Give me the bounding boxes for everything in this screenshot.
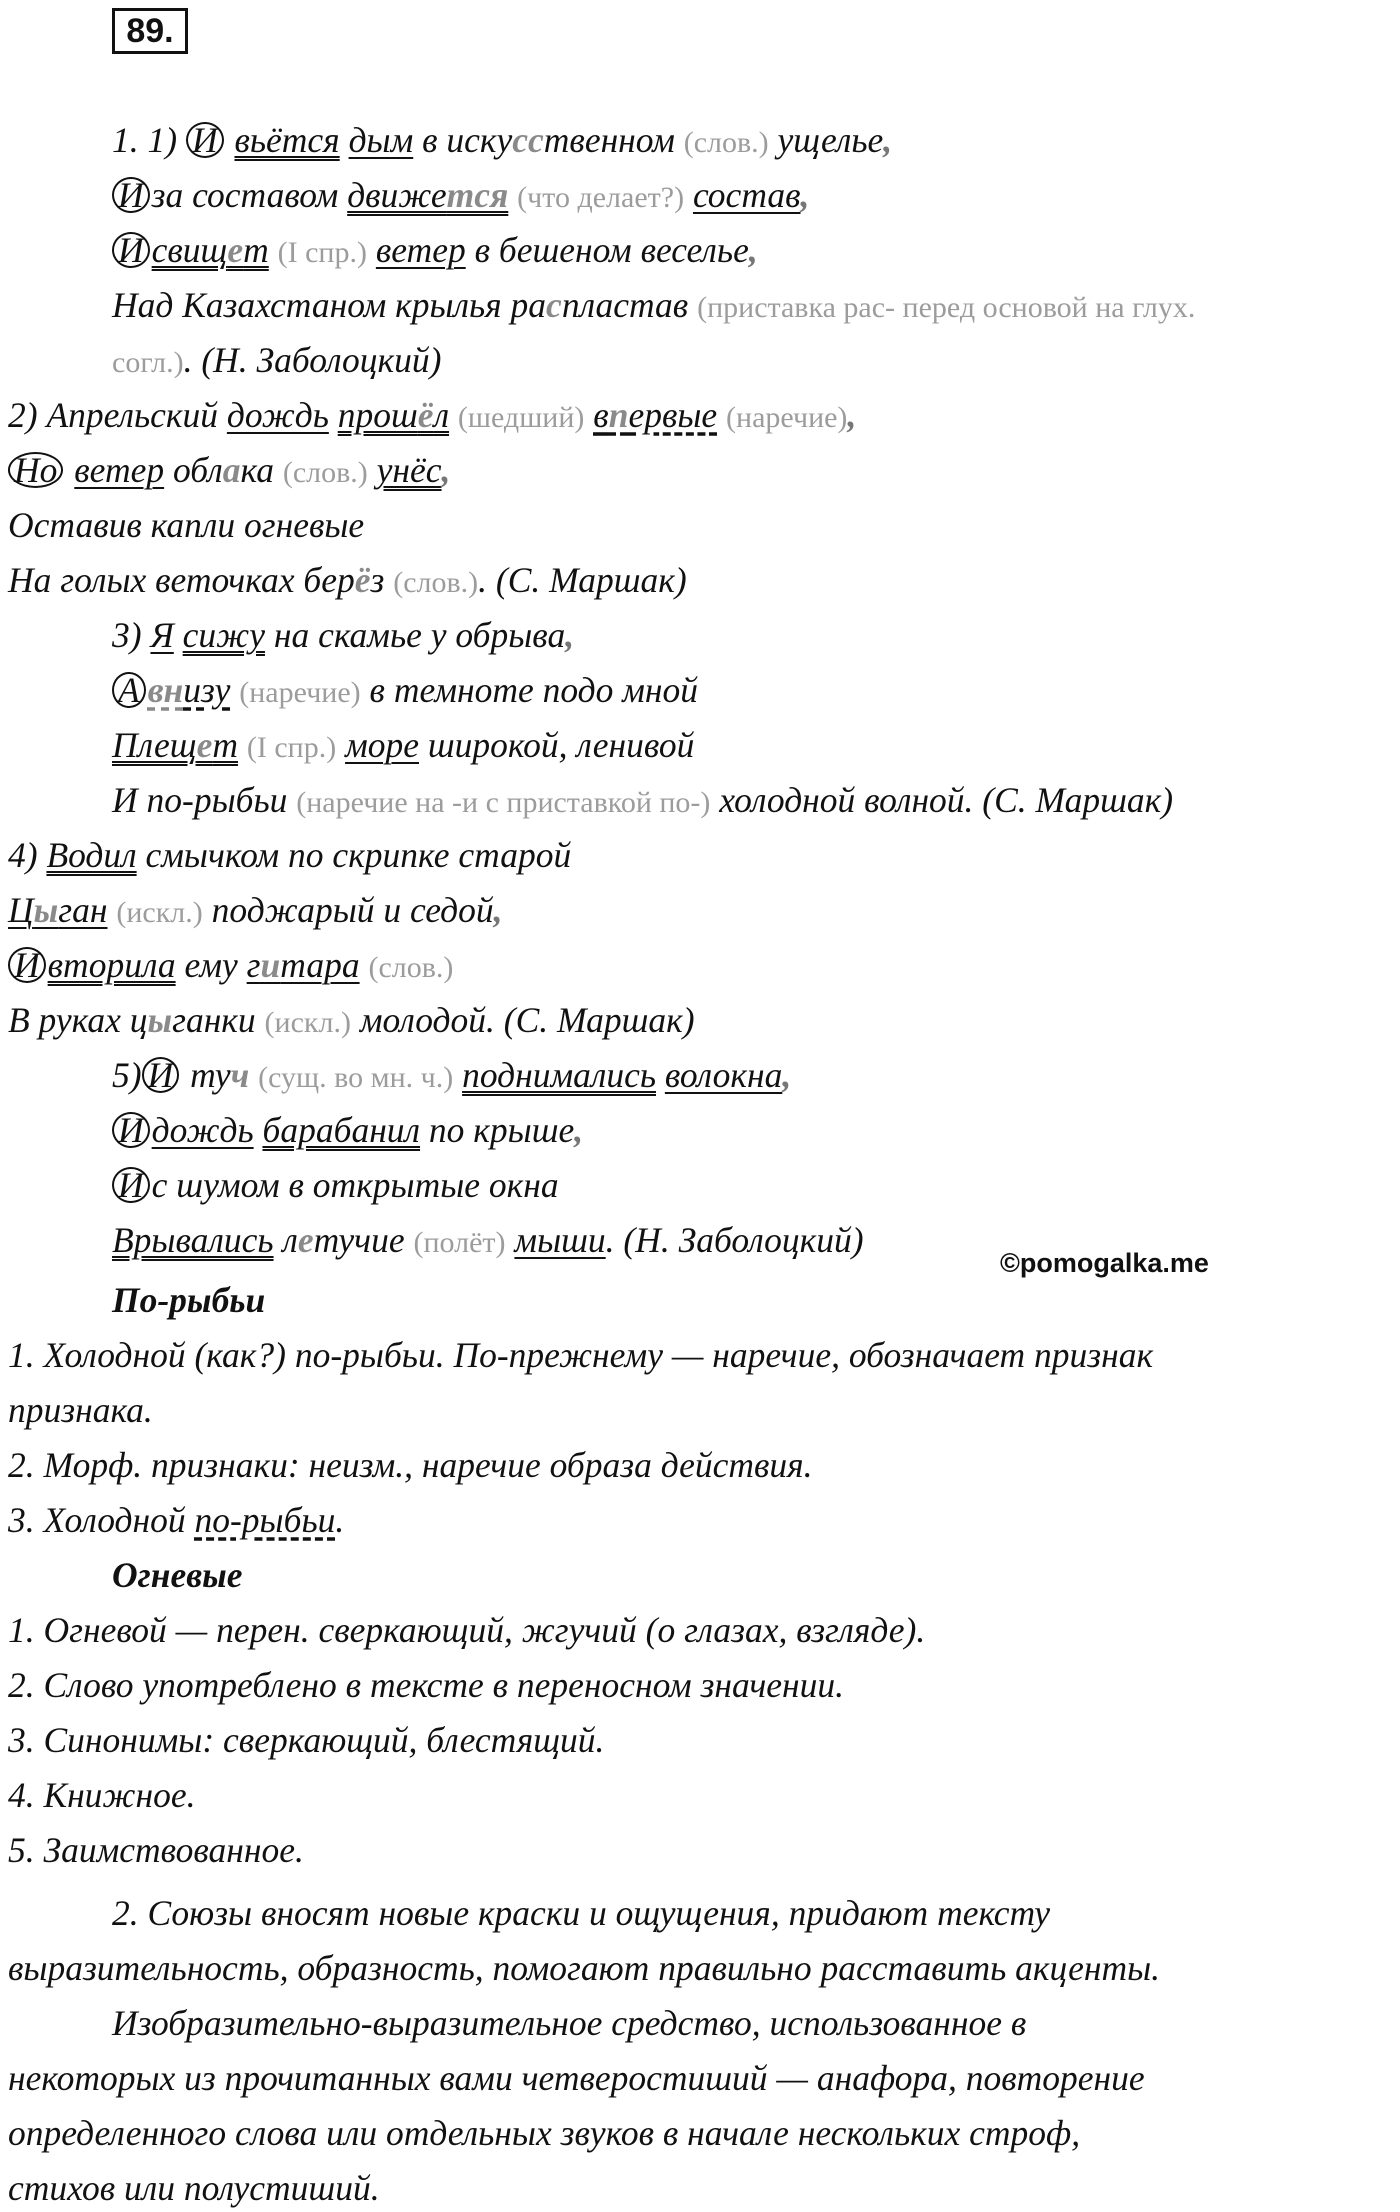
highlighted-letters: е xyxy=(196,725,213,765)
text: 3. Холодной xyxy=(8,1500,186,1540)
text: ганки xyxy=(172,1000,256,1040)
predicate xyxy=(112,725,238,765)
poem4-line2: Цыган (искл.) поджарый и седой, xyxy=(8,890,503,930)
highlighted-letters: вн xyxy=(147,670,184,710)
text: з xyxy=(370,560,385,600)
text: л xyxy=(433,395,450,435)
grammar-note: (I спр.) xyxy=(277,236,367,269)
grammar-note: (слов.) xyxy=(393,566,479,599)
text: 3) xyxy=(112,615,142,655)
conclusion-p2-line2: некоторых из прочитанных вами четверостиший — анафора, повторение xyxy=(8,2058,1145,2098)
poem2-line1: 2) Апрельский дождь прошёл (шедший) впервые (наречие), xyxy=(8,395,857,435)
author: молодой. (С. Маршак) xyxy=(359,1000,695,1040)
text: поджарый и седой xyxy=(211,890,494,930)
text: г xyxy=(246,945,261,985)
poem2-line2: Но ветер облака (слов.) унёс, xyxy=(8,446,450,497)
subject: дождь xyxy=(226,395,329,435)
text: на скамье у обрыва xyxy=(273,615,566,655)
poem5-line1: 5) И туч (сущ. во мн. ч.) поднимались волокна, xyxy=(112,1055,792,1095)
circled-conjunction: А xyxy=(112,672,146,708)
text: В руках ц xyxy=(8,1000,148,1040)
grammar-note: (искл.) xyxy=(116,896,203,929)
highlighted-letters: сс xyxy=(512,120,544,160)
poem3-line4 xyxy=(112,776,1173,827)
circled-conjunction: Но xyxy=(8,452,63,488)
poem5-line3 xyxy=(112,1161,559,1209)
text: в бешеном веселье xyxy=(474,230,749,270)
grammar-note: (приставка рас- перед основой на глух. xyxy=(697,291,1196,324)
text: ему xyxy=(184,945,238,985)
conclusion-p1-line2: выразительность, образность, помогают правильно расставить акценты. xyxy=(8,1948,1161,1988)
adverbial: по-рыбьи xyxy=(194,1500,336,1540)
grammar-note: (шедший) xyxy=(457,401,585,434)
subject: Я xyxy=(150,615,174,655)
highlighted-letters: ё xyxy=(354,560,371,600)
poem1-line5 xyxy=(112,336,441,387)
exercise-number: 89. xyxy=(112,8,188,54)
text: пластав xyxy=(561,285,689,325)
grammar-note: (сущ. во мн. ч.) xyxy=(258,1061,454,1094)
subject: дождь xyxy=(151,1110,254,1150)
poem3-line1: 3) Я сижу на скамье у обрыва, xyxy=(112,615,575,655)
grammar-note: (что делает?) xyxy=(517,181,685,214)
highlighted-letters: п xyxy=(608,395,629,435)
text: изу xyxy=(183,670,231,710)
author: . (Н. Заболоцкий) xyxy=(183,340,442,380)
text: ка xyxy=(240,450,274,490)
adverbial xyxy=(593,395,717,435)
highlighted-letters: ё xyxy=(417,395,434,435)
text: 2) Апрельский xyxy=(8,395,219,435)
text: . xyxy=(335,1500,345,1540)
text: твенном xyxy=(543,120,675,160)
text: тара xyxy=(280,945,360,985)
poem3-line3 xyxy=(112,721,694,772)
circled-conjunction: И xyxy=(186,122,224,158)
ognevye-line2: 2. Слово употреблено в тексте в переносном значении. xyxy=(8,1665,845,1705)
subject: мыши xyxy=(514,1220,606,1260)
porybi-line4 xyxy=(8,1496,344,1544)
text: ган xyxy=(58,890,108,930)
poem2-line3: Оставив капли огневые xyxy=(8,505,365,545)
text: за составом xyxy=(151,175,339,215)
predicate: поднимались xyxy=(462,1055,656,1095)
ognevye-line4: 4. Книжное. xyxy=(8,1775,196,1815)
circled-conjunction: И xyxy=(112,1167,150,1203)
grammar-note: (слов.) xyxy=(282,456,368,489)
text: л xyxy=(282,1220,298,1260)
text: в темноте подо мной xyxy=(369,670,698,710)
grammar-note: (слов.) xyxy=(368,951,454,984)
text: ервые xyxy=(628,395,718,435)
text: Ц xyxy=(8,890,34,930)
highlighted-letters: ы xyxy=(33,890,59,930)
poem1-line4 xyxy=(112,281,1195,332)
poem1-number: 1. 1) xyxy=(112,120,178,160)
predicate: Врывались xyxy=(112,1220,274,1260)
grammar-note: (наречие) xyxy=(726,401,848,434)
text: холодной волной. (С. Маршак) xyxy=(719,780,1174,820)
poem1-line3: И свищет (I спр.) ветер в бешеном веселье, xyxy=(112,226,758,277)
predicate xyxy=(347,175,508,215)
text: по крыше xyxy=(428,1110,575,1150)
text: прош xyxy=(337,395,418,435)
text: с шумом в открытые окна xyxy=(151,1165,559,1205)
grammar-note: согл.) xyxy=(112,346,184,379)
subject: состав xyxy=(692,175,801,215)
text: И по-рыбьи xyxy=(112,780,288,820)
conclusion-p1-line1: 2. Союзы вносят новые краски и ощущения, придают тексту xyxy=(112,1893,1050,1933)
ognevye-line1: 1. Огневой — перен. сверкающий, жгучий (о глазах, взгляде). xyxy=(8,1610,926,1650)
conclusion-p2-line1: Изобразительно-выразительное средство, использованное в xyxy=(112,2003,1027,2043)
text: тучие xyxy=(313,1220,405,1260)
subject xyxy=(8,890,108,930)
predicate: вторила xyxy=(47,945,176,985)
porybi-line2: признака. xyxy=(8,1390,153,1430)
poem4-line3 xyxy=(8,941,453,992)
grammar-note: (наречие) xyxy=(239,676,361,709)
text: т xyxy=(243,230,269,270)
poem3-line2 xyxy=(112,666,698,717)
poem2-line4 xyxy=(8,556,687,607)
text: широкой, ленивой xyxy=(427,725,695,765)
predicate xyxy=(152,230,269,270)
grammar-note: (I спр.) xyxy=(246,731,337,764)
poem4-line4 xyxy=(8,996,695,1047)
text: 5) xyxy=(112,1055,142,1095)
predicate: унёс xyxy=(376,450,442,490)
predicate: сижу xyxy=(182,615,265,655)
highlighted-letters: ы xyxy=(147,1000,173,1040)
text: На голых веточках бер xyxy=(8,560,355,600)
poem1-line2: И за составом движется (что делает?) состав, xyxy=(112,171,809,222)
watermark: ©pomogalka.me xyxy=(1000,1248,1209,1278)
author: . (Н. Заболоцкий) xyxy=(605,1220,864,1260)
grammar-note: (слов.) xyxy=(683,126,769,159)
poem5-line4 xyxy=(112,1216,864,1267)
text: в иску xyxy=(422,120,513,160)
conclusion-p2-line4: стихов или полустиший. xyxy=(8,2168,380,2208)
text: смычком по скрипке старой xyxy=(145,835,572,875)
circled-conjunction: И xyxy=(142,1057,180,1093)
text: ущелье xyxy=(777,120,884,160)
text: т xyxy=(212,725,238,765)
poem4-line1 xyxy=(8,831,571,879)
predicate: барабанил xyxy=(262,1110,421,1150)
author: . (С. Маршак) xyxy=(478,560,687,600)
text: Плещ xyxy=(112,725,197,765)
subject xyxy=(247,945,360,985)
text: обл xyxy=(172,450,223,490)
circled-conjunction: И xyxy=(8,947,46,983)
circled-conjunction: И xyxy=(112,177,150,213)
subject: море xyxy=(345,725,419,765)
poem5-line2: И дождь барабанил по крыше, xyxy=(112,1106,583,1154)
porybi-line3: 2. Морф. признаки: неизм., наречие образа действия. xyxy=(8,1445,813,1485)
highlighted-letters: е xyxy=(227,230,244,270)
poem1-line1: 1. 1) И вьётся дым в искусственном (слов.) ущелье, xyxy=(112,120,893,160)
grammar-note: (искл.) xyxy=(264,1006,351,1039)
highlighted-letters: е xyxy=(297,1220,314,1260)
porybi-line1: 1. Холодной (как?) по-рыбьи. По-прежнему — наречие, обозначает признак xyxy=(8,1335,1154,1375)
highlighted-letters: ч xyxy=(230,1055,250,1095)
highlighted-letters: с xyxy=(546,285,562,325)
text: в xyxy=(593,395,609,435)
text: Над Казахстаном крылья ра xyxy=(112,285,547,325)
subject: волокна xyxy=(664,1055,783,1095)
circled-conjunction: И xyxy=(112,232,150,268)
text: 4) xyxy=(8,835,38,875)
conclusion-p2-line3: определенного слова или отдельных звуков в начале нескольких строф, xyxy=(8,2113,1081,2153)
highlighted-letters: тся xyxy=(446,175,509,215)
text: движе xyxy=(347,175,447,215)
grammar-note: (полёт) xyxy=(413,1226,506,1259)
predicate xyxy=(338,395,449,435)
predicate: вьётся xyxy=(234,120,340,160)
circled-conjunction: И xyxy=(112,1112,150,1148)
subject: дым xyxy=(348,120,414,160)
ognevye-line5: 5. Заимствованное. xyxy=(8,1830,304,1870)
highlighted-letters: и xyxy=(260,945,281,985)
subject: ветер xyxy=(74,450,165,490)
subject: ветер xyxy=(375,230,466,270)
grammar-note: (наречие на -и с приставкой по-) xyxy=(296,786,711,819)
predicate: Водил xyxy=(46,835,137,875)
section-title-ognevye: Огневые xyxy=(112,1555,243,1595)
text: свищ xyxy=(151,230,228,270)
section-title-porybi: По-рыбьи xyxy=(112,1280,266,1320)
text: ту xyxy=(190,1055,231,1095)
ognevye-line3: 3. Синонимы: сверкающий, блестящий. xyxy=(8,1720,605,1760)
highlighted-letters: а xyxy=(222,450,241,490)
